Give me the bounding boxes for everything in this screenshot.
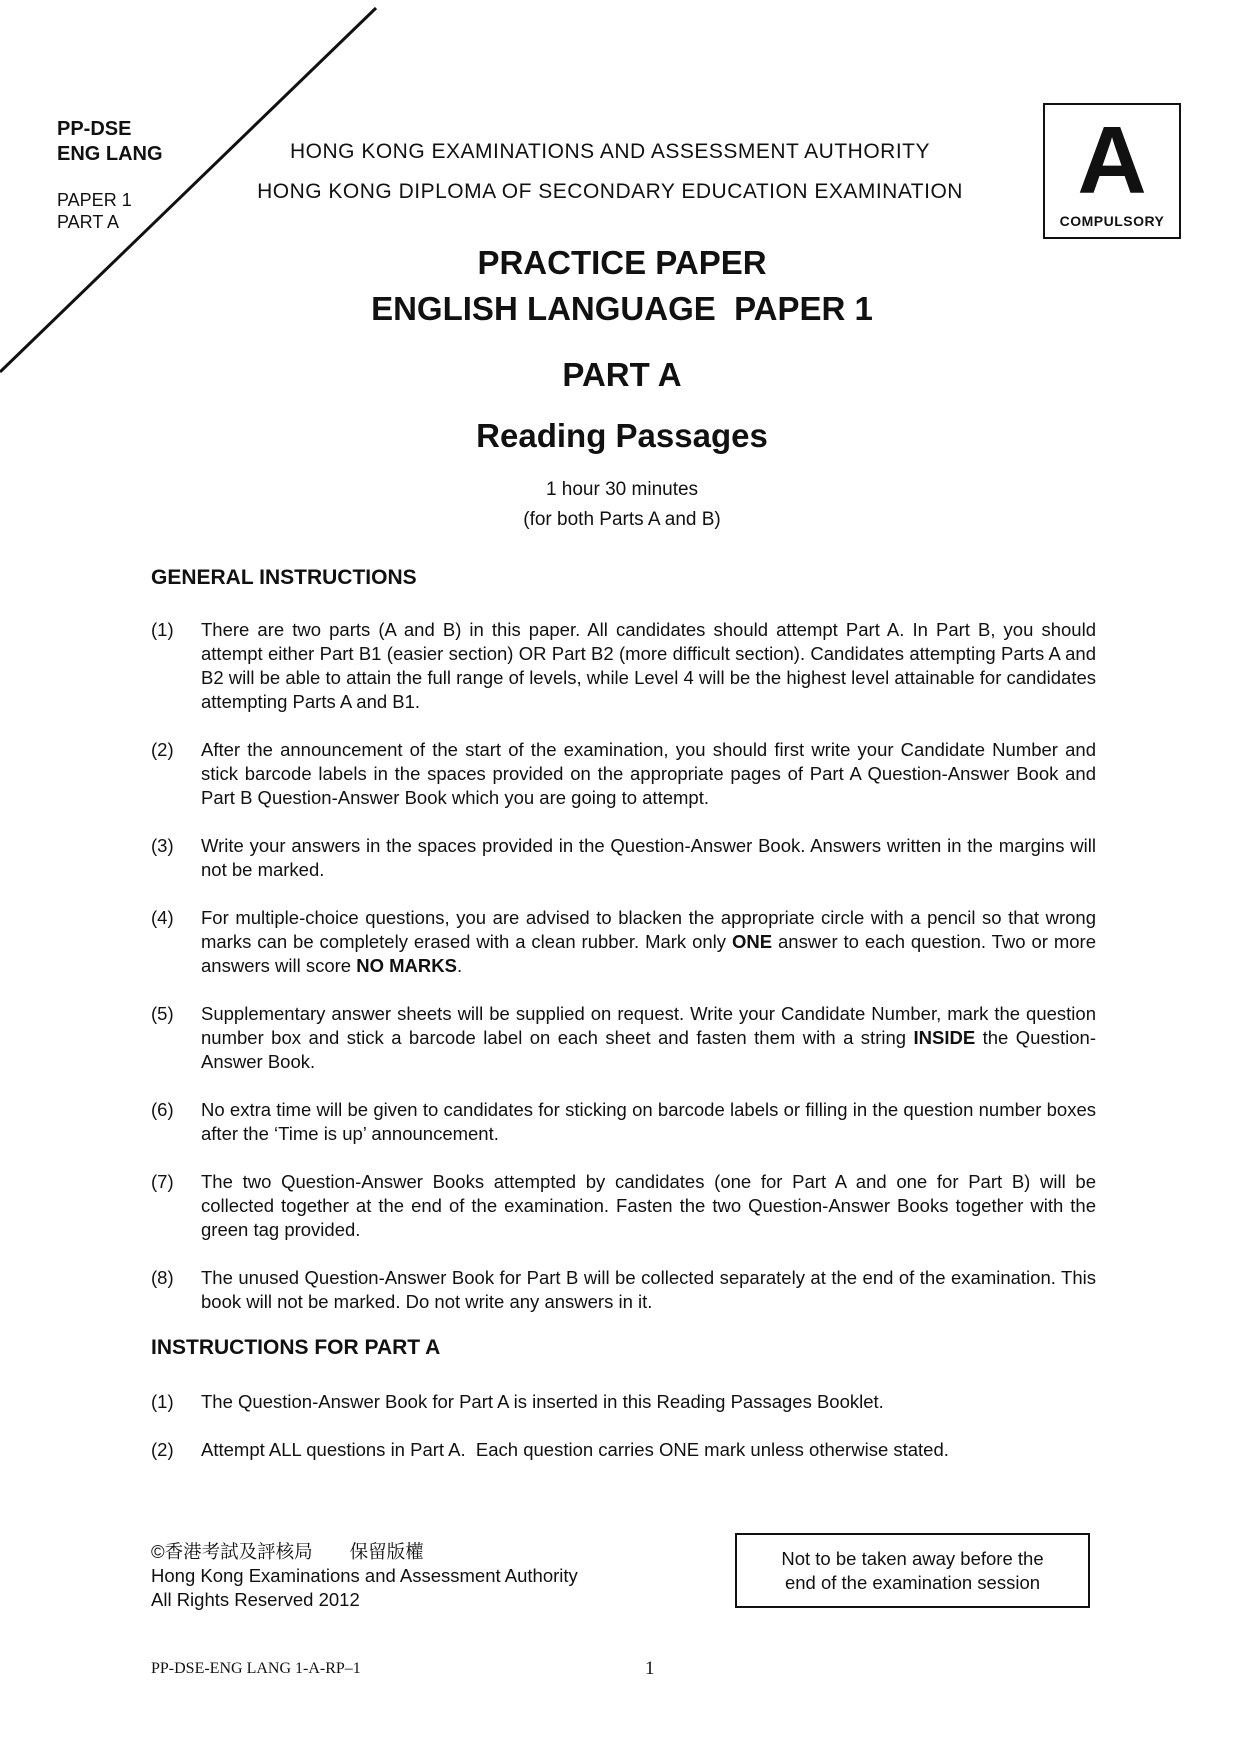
- corner-paper-part: [57, 189, 132, 233]
- instruction-item: [151, 1266, 1096, 1314]
- instruction-text: Write your answers in the spaces provided in the Question-Answer Book. Answers written in the margins will not be marked.: [201, 835, 1096, 880]
- instruction-item: [151, 1098, 1096, 1146]
- authority-name: HONG KONG EXAMINATIONS AND ASSESSMENT AUTHORITY: [290, 140, 930, 163]
- corner-paper: PAPER 1: [57, 190, 132, 210]
- instruction-text-part: .: [456, 955, 463, 976]
- instruction-item: [151, 738, 1096, 810]
- instruction-text: The two Question-Answer Books attempted by candidates (one for Part A and one for Part B) will be collected together at the end of the examination. Fasten the two Question-Answer Books together with the green tag provided.: [201, 1171, 1096, 1240]
- badge-label: COMPULSORY: [1059, 213, 1165, 229]
- subject-title: ENGLISH LANGUAGE PAPER 1: [371, 290, 873, 327]
- instruction-item: [151, 1170, 1096, 1242]
- instruction-number: (1): [151, 619, 174, 640]
- copyright-rights: All Rights Reserved 2012: [151, 1589, 360, 1610]
- duration-note: (for both Parts A and B): [523, 509, 721, 530]
- instruction-text: No extra time will be given to candidates for sticking on barcode labels or filling in the question number boxes after the ‘Time is up’ announcement.: [201, 1099, 1096, 1144]
- instruction-text-part: the Question-Answer Book.: [201, 1027, 1096, 1072]
- copyright-english: Hong Kong Examinations and Assessment Authority: [151, 1565, 578, 1586]
- instruction-number: (2): [151, 1439, 174, 1460]
- general-instructions-heading: GENERAL INSTRUCTIONS: [151, 566, 417, 589]
- instruction-text-part: answer to each question. Two or more answers will score: [201, 931, 1096, 976]
- instruction-number: (1): [151, 1391, 174, 1412]
- notice-box: [735, 1533, 1090, 1608]
- instruction-item: [151, 1002, 1096, 1074]
- practice-paper-title: PRACTICE PAPER: [477, 244, 767, 281]
- instruction-text-part: For multiple-choice questions, you are advised to blacken the appropriate circle with a pencil so that wrong marks can be completely erased with a clean rubber. Mark only: [201, 907, 1096, 952]
- instruction-number: (4): [151, 907, 174, 928]
- footer-paper-code: PP-DSE-ENG LANG 1-A-RP–1: [151, 1660, 361, 1677]
- page-number: 1: [645, 1658, 655, 1679]
- notice-line2: end of the examination session: [784, 1572, 1041, 1593]
- badge-letter: A: [1077, 107, 1147, 214]
- instruction-text: The unused Question-Answer Book for Part B will be collected separately at the end of the examination. This book will not be marked. Do not write any answers in it.: [201, 1267, 1096, 1312]
- copyright-chinese: ©香港考試及評核局 保留版權: [151, 1541, 424, 1562]
- instruction-text: After the announcement of the start of the examination, you should first write your Candidate Number and stick barcode labels in the spaces provided on the appropriate pages of Part A Question-Answer Book and Part B Question-Answer Book which you are going to attempt.: [201, 739, 1096, 808]
- instruction-item: [151, 1438, 1096, 1462]
- exam-name: HONG KONG DIPLOMA OF SECONDARY EDUCATION EXAMINATION: [257, 180, 963, 203]
- corner-code-line2: ENG LANG: [57, 143, 163, 165]
- compulsory-badge: [1043, 103, 1181, 239]
- duration-time: 1 hour 30 minutes: [545, 479, 699, 500]
- instruction-emphasis: ONE: [731, 931, 773, 952]
- part-a-instructions-heading: INSTRUCTIONS FOR PART A: [151, 1336, 441, 1359]
- corner-part: PART A: [57, 212, 120, 232]
- instruction-item: [151, 1390, 1096, 1414]
- instruction-number: (5): [151, 1003, 174, 1024]
- instruction-text: [201, 906, 1096, 978]
- instruction-item: [151, 618, 1096, 714]
- part-title: PART A: [562, 356, 682, 393]
- booklet-title: Reading Passages: [476, 417, 768, 454]
- notice-line1: Not to be taken away before the: [781, 1548, 1044, 1569]
- instruction-number: (2): [151, 739, 174, 760]
- instruction-number: (3): [151, 835, 174, 856]
- instruction-text: The Question-Answer Book for Part A is inserted in this Reading Passages Booklet.: [201, 1391, 884, 1412]
- instruction-text: [201, 1002, 1096, 1074]
- corner-code-line1: PP-DSE: [57, 118, 132, 140]
- corner-paper-code: [57, 117, 163, 167]
- instruction-number: (7): [151, 1171, 174, 1192]
- instruction-emphasis: NO MARKS: [356, 955, 457, 976]
- copyright-block: [151, 1540, 578, 1612]
- instruction-number: (6): [151, 1099, 174, 1120]
- instruction-text: There are two parts (A and B) in this paper. All candidates should attempt Part A. In Part B, you should attempt either Part B1 (easier section) OR Part B2 (more difficult section). Candidates attempting Parts A and B2 will be able to attain the full range of levels, while Level 4 will be the highest level attainable for candidates attempting Parts A and B1.: [201, 619, 1096, 712]
- instruction-text: Attempt ALL questions in Part A. Each question carries ONE mark unless otherwise stated.: [201, 1439, 949, 1460]
- instruction-emphasis: INSIDE: [913, 1027, 976, 1048]
- instruction-text-part: Supplementary answer sheets will be supplied on request. Write your Candidate Number, mark the question number box and stick a barcode label on each sheet and fasten them with a string: [201, 1003, 1096, 1048]
- instruction-number: (8): [151, 1267, 174, 1288]
- instruction-item: [151, 906, 1096, 978]
- instruction-item: [151, 834, 1096, 882]
